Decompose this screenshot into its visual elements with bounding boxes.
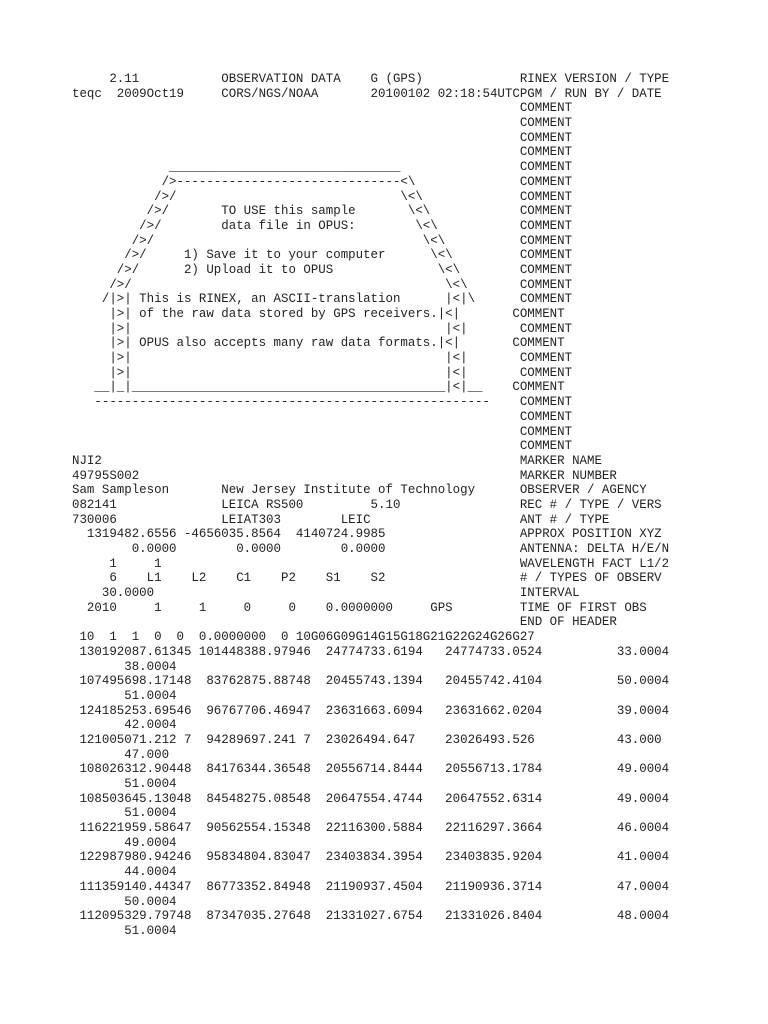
- document-line: />/ data file in OPUS: \<\ COMMENT: [72, 218, 573, 233]
- document-line: 111359140.44347 86773352.84948 21190937.4504 21190936.3714 47.0004: [72, 879, 670, 894]
- document-line: 2010 1 1 0 0 0.0000000 GPS TIME OF FIRST OBS: [72, 600, 647, 615]
- document-line: 1 1 WAVELENGTH FACT L1/2: [72, 556, 670, 571]
- document-line: 116221959.58647 90562554.15348 22116300.5884 22116297.3664 46.0004: [72, 821, 670, 836]
- document-line: 121005071.212 7 94289697.241 7 23026494.647 23026493.526 43.000: [72, 732, 662, 747]
- document-line: COMMENT: [72, 101, 573, 116]
- rinex-document: [72, 72, 669, 939]
- document-line: |>| of the raw data stored by GPS receivers.|<| COMMENT: [72, 307, 565, 321]
- document-line: __|_|__________________________________________|<|__ COMMENT: [72, 380, 565, 395]
- document-line: 49795S002 MARKER NUMBER: [72, 468, 617, 483]
- document-line: 112095329.79748 87347035.27648 21331027.6754 21331026.8404 48.0004: [72, 909, 670, 924]
- document-line: 124185253.69546 96767706.46947 23631663.6094 23631662.0204 39.0004: [72, 703, 670, 718]
- document-line: Sam Sampleson New Jersey Institute of Technology OBSERVER / AGENCY: [72, 483, 647, 498]
- document-line: 107495698.17148 83762875.88748 20455743.1394 20455742.4104 50.0004: [72, 674, 670, 689]
- document-line: _______________________________ COMMENT: [72, 160, 573, 175]
- document-line: 38.0004: [72, 659, 177, 674]
- document-line: COMMENT: [72, 145, 573, 160]
- document-line: 10 1 1 0 0 0.0000000 0 10G06G09G14G15G18G21G22G24G26G27: [72, 630, 535, 645]
- document-line: 0.0000 0.0000 0.0000 ANTENNA: DELTA H/E/N: [72, 542, 670, 556]
- document-line: 49.0004: [72, 835, 177, 850]
- document-line: 47.000: [72, 747, 170, 762]
- document-line: COMMENT: [72, 439, 573, 454]
- document-line: END OF HEADER: [72, 615, 617, 630]
- document-line: />/ \<\ COMMENT: [72, 277, 573, 292]
- document-line: 730006 LEIAT303 LEIC ANT # / TYPE: [72, 512, 610, 527]
- document-line: 42.0004: [72, 718, 177, 733]
- document-line: COMMENT: [72, 130, 573, 145]
- document-line: />/ 1) Save it to your computer \<\ COMMENT: [72, 248, 573, 263]
- document-line: 51.0004: [72, 777, 177, 791]
- document-line: 30.0000 INTERVAL: [72, 586, 580, 601]
- document-line: COMMENT: [72, 424, 573, 439]
- document-line: 51.0004: [72, 923, 177, 938]
- document-line: COMMENT: [72, 409, 573, 424]
- document-line: /|>| This is RINEX, an ASCII-translation |<|\ COMMENT: [72, 292, 573, 307]
- document-line: teqc 2009Oct19 CORS/NGS/NOAA 20100102 02:18:54UTCPGM / RUN BY / DATE: [72, 86, 662, 101]
- document-line: />/ 2) Upload it to OPUS \<\ COMMENT: [72, 262, 573, 277]
- document-line: 108026312.90448 84176344.36548 20556714.8444 20556713.1784 49.0004: [72, 762, 670, 777]
- document-line: />------------------------------<\ COMMENT: [72, 174, 573, 189]
- document-line: 50.0004: [72, 894, 177, 909]
- document-line: 108503645.13048 84548275.08548 20647554.4744 20647552.6314 49.0004: [72, 791, 670, 806]
- document-line: 51.0004: [72, 806, 177, 821]
- document-line: 1319482.6556 -4656035.8564 4140724.9985 APPROX POSITION XYZ: [72, 527, 662, 542]
- document-line: 122987980.94246 95834804.83047 23403834.3954 23403835.9204 41.0004: [72, 850, 670, 865]
- document-line: 130192087.61345 101448388.97946 24774733.6194 24774733.0524 33.0004: [72, 644, 670, 659]
- document-line: |>| |<| COMMENT: [72, 365, 573, 380]
- document-line: 6 L1 L2 C1 P2 S1 S2 # / TYPES OF OBSERV: [72, 571, 662, 586]
- document-line: />/ TO USE this sample \<\ COMMENT: [72, 204, 573, 219]
- document-line: NJI2 MARKER NAME: [72, 453, 602, 468]
- document-line: COMMENT: [72, 116, 573, 131]
- document-line: 2.11 OBSERVATION DATA G (GPS) RINEX VERSION / TYPE: [72, 72, 670, 86]
- document-line: />/ \<\ COMMENT: [72, 233, 573, 248]
- document-line: 51.0004: [72, 688, 177, 703]
- document-line: ----------------------------------------------------- COMMENT: [72, 395, 573, 410]
- document-line: |>| |<| COMMENT: [72, 351, 573, 366]
- document-line: |>| |<| COMMENT: [72, 321, 573, 336]
- document-line: |>| OPUS also accepts many raw data formats.|<| COMMENT: [72, 336, 565, 351]
- document-line: 44.0004: [72, 865, 177, 880]
- document-line: 082141 LEICA RS500 5.10 REC # / TYPE / VERS: [72, 497, 662, 512]
- document-line: />/ \<\ COMMENT: [72, 189, 573, 204]
